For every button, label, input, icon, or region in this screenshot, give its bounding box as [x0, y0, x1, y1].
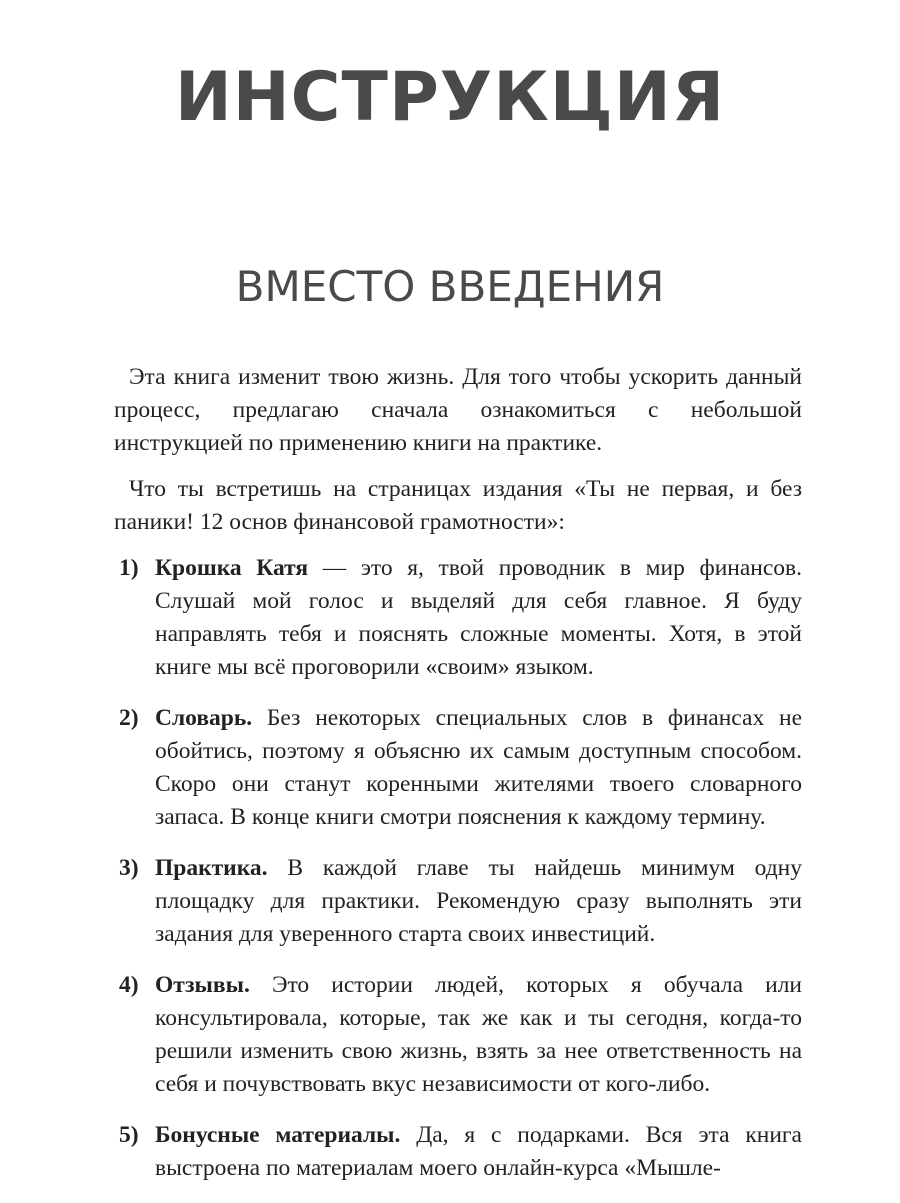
list-number: 1): [119, 555, 139, 581]
list-item: [114, 1119, 802, 1185]
list-item: [114, 969, 802, 1101]
list-term: Бонусные материалы.: [155, 1122, 401, 1148]
list-term: Крошка Катя: [155, 555, 309, 581]
intro-paragraph: Эта книга изменит твою жизнь. Для того чтобы ускорить данный процесс, предлагаю сначала ознакомиться с небольшой инструкцией по применению книги на практике.: [114, 364, 802, 456]
list-number: 4): [119, 972, 139, 998]
list-text: — это я, твой проводник в мир финансов. Слушай мой голос и выделяй для себя главное. Я буду направлять тебя и пояснять сложные моменты. Хотя, в этой книге мы всё проговорили «своим» языком.: [155, 555, 803, 680]
list-item: [114, 552, 802, 684]
numbered-list: [114, 552, 802, 1185]
body-text: [114, 361, 802, 1203]
list-term: Словарь.: [155, 705, 253, 731]
list-item: [114, 702, 802, 834]
contents-paragraph: Что ты встретишь на страницах издания «Ты не первая, и без паники! 12 основ финансовой грамотности»:: [114, 476, 802, 535]
list-number: 3): [119, 855, 139, 881]
list-term: Отзывы.: [155, 972, 250, 998]
section-title: ВМЕСТО ВВЕДЕНИЯ: [235, 262, 665, 311]
list-text: Да, я с подарками. Вся эта книга выстроена по материалам моего онлайн-курса «Мышле-: [155, 1122, 802, 1181]
main-title: ИНСТРУКЦИЯ: [174, 58, 726, 137]
list-text: Это истории людей, которых я обучала или консультировала, которые, так же как и ты сегодня, когда-то решили изменить свою жизнь, взять за нее ответственность на себя и почувствовать вкус независимости от кого-либо.: [155, 972, 802, 1097]
list-term: Практика.: [155, 855, 268, 881]
list-item: [114, 852, 802, 951]
list-number: 2): [119, 705, 139, 731]
list-text: Без некоторых специальных слов в финансах не обойтись, поэтому я объясню их самым доступным способом. Скоро они станут коренными жителями твоего словарного запаса. В конце книги смотри пояснения к каждому термину.: [155, 705, 802, 830]
list-number: 5): [119, 1122, 139, 1148]
list-text: В каждой главе ты найдешь минимум одну площадку для практики. Рекомендую сразу выполнять эти задания для уверенного старта своих инвестиций.: [155, 855, 802, 947]
